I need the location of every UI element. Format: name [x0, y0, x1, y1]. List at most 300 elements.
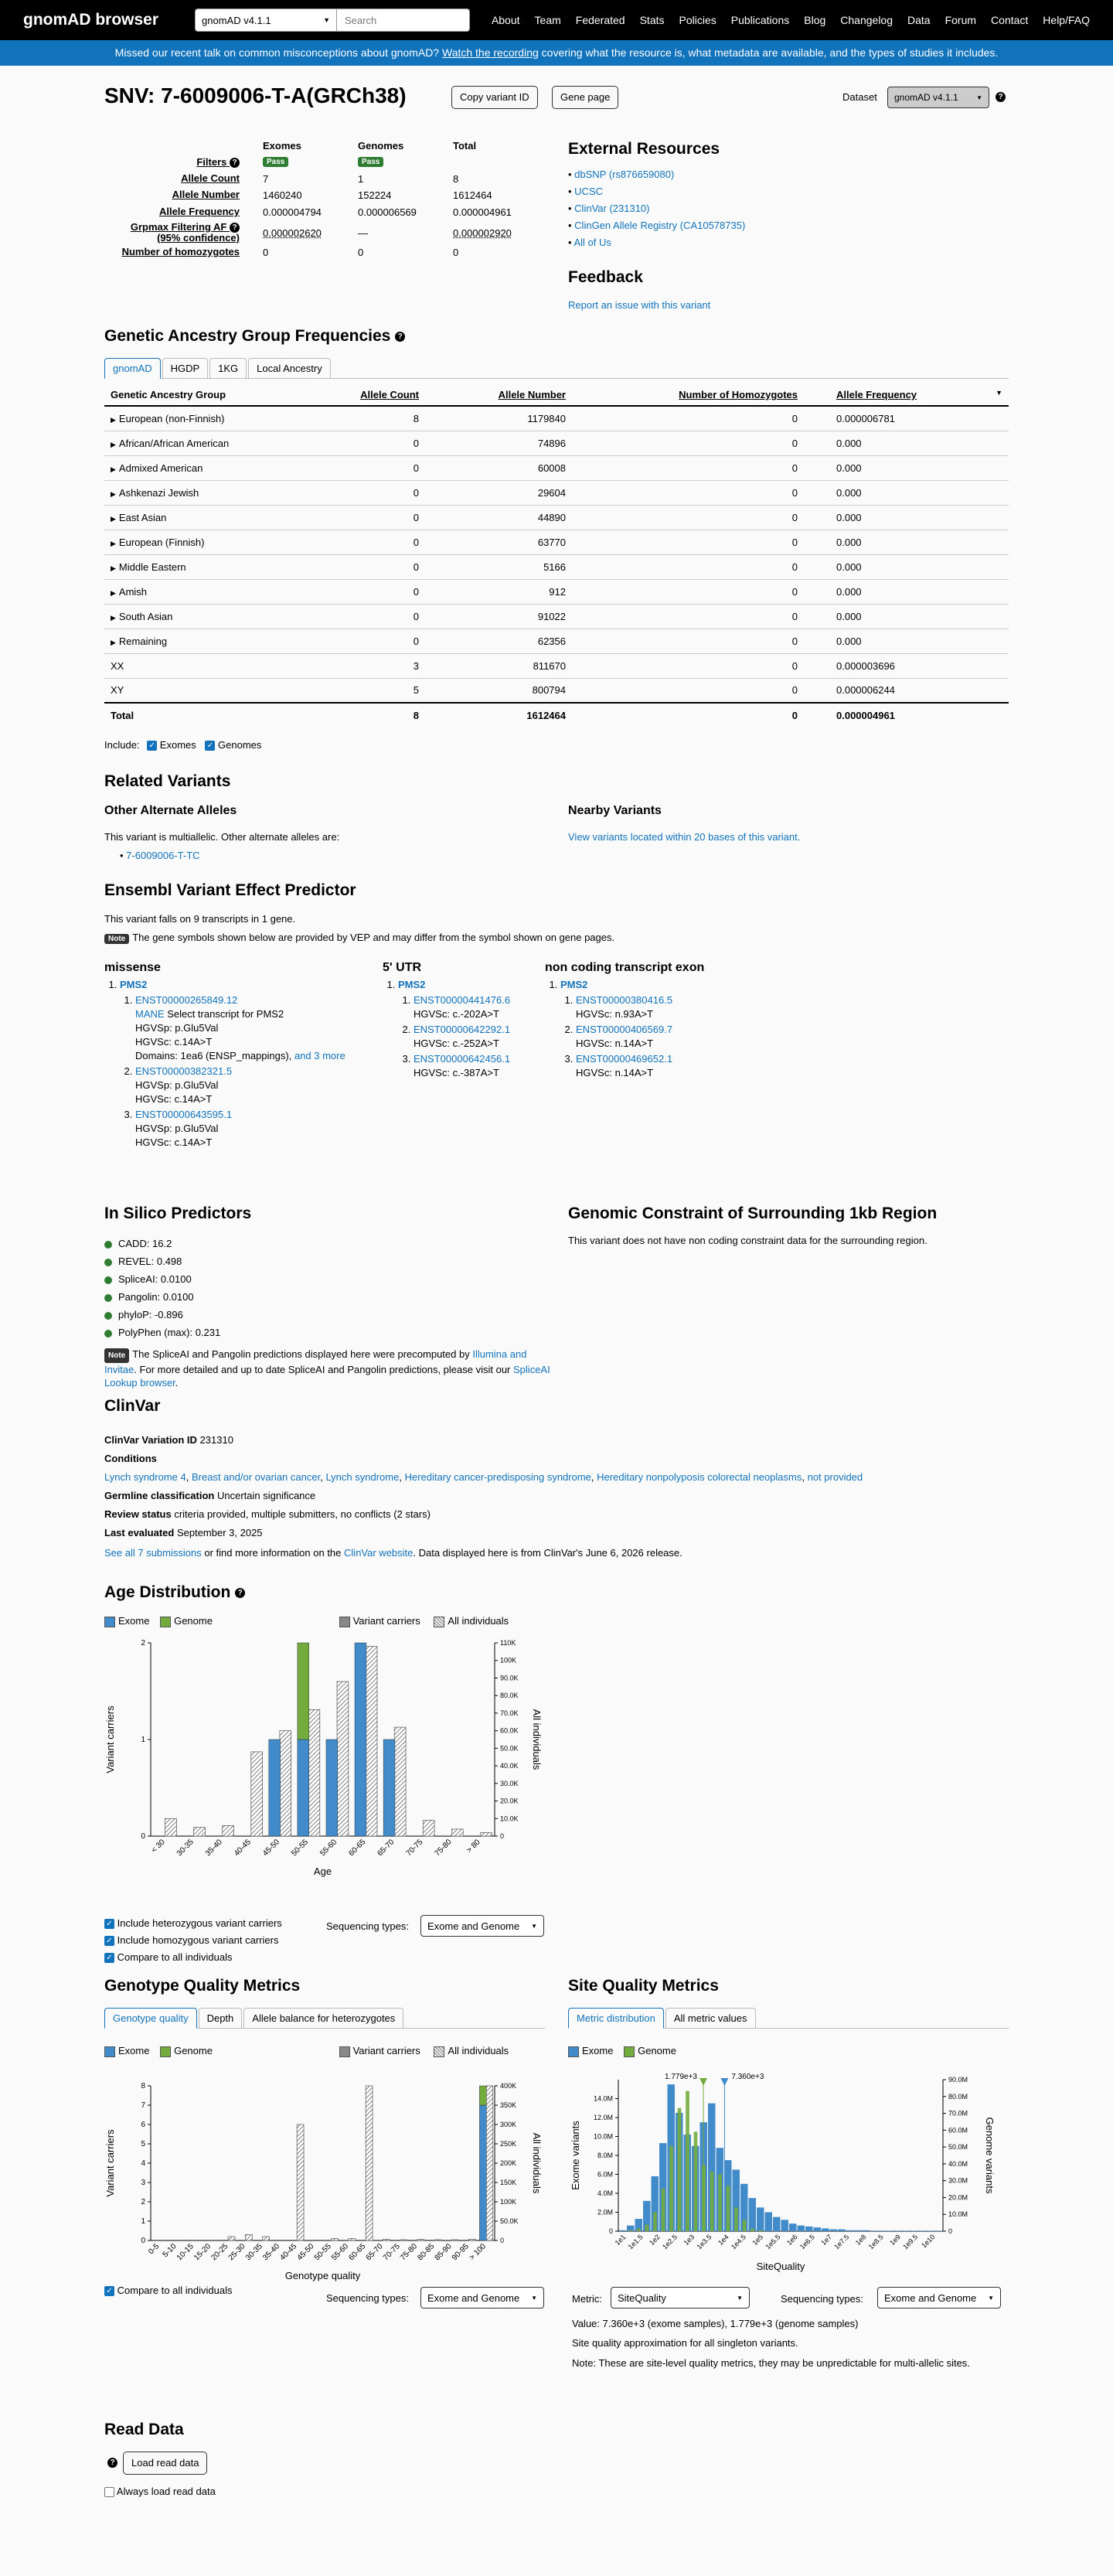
expand-triangle-icon[interactable]: ▶ [111, 588, 116, 597]
table-cell [313, 678, 425, 703]
dataset-select[interactable] [195, 9, 337, 32]
feedback-title: Feedback [568, 268, 643, 286]
genome-bar[interactable] [759, 2230, 763, 2231]
y-tick-label: 2 [141, 1639, 145, 1647]
gene-link-pms2[interactable]: PMS2 [398, 979, 426, 990]
other-allele-item: • 7-6009006-T-TC [120, 850, 200, 861]
transcript-link[interactable]: ENST00000642456.1 [414, 1053, 511, 1065]
genome-bar[interactable] [653, 2213, 657, 2232]
gene-page-button[interactable]: Gene page [552, 86, 618, 109]
th-homozygotes[interactable]: Number of Homozygotes [572, 384, 804, 406]
exome-bar[interactable] [773, 2217, 781, 2231]
tab[interactable]: HGDP [162, 358, 209, 378]
table-cell [313, 579, 425, 604]
cell-text: South Asian [118, 610, 173, 622]
insilico-item [104, 1252, 220, 1270]
see-submissions-link[interactable]: See all 7 submissions [104, 1547, 202, 1559]
copy-variant-id-button[interactable]: Copy variant ID [451, 86, 538, 109]
clinvar-id-row [104, 1434, 233, 1446]
genome-bar[interactable] [734, 2207, 738, 2231]
ancestry-title [104, 327, 405, 346]
y-axis-label: Variant carriers [104, 2129, 116, 2197]
age-seq-type-label: Sequencing types: [326, 1920, 409, 1932]
condition-link[interactable]: Lynch syndrome 4 [104, 1471, 186, 1483]
condition-link[interactable]: not provided [807, 1471, 863, 1483]
transcript-link[interactable]: ENST00000469652.1 [576, 1053, 673, 1065]
genome-bar[interactable] [727, 2186, 730, 2231]
exome-bar[interactable] [879, 2230, 887, 2231]
table-cell [425, 505, 572, 530]
summary-label-text: Allele Count [181, 172, 240, 184]
transcript-link[interactable]: ENST00000382321.5 [135, 1065, 233, 1077]
y2-tick-label: 90.0K [500, 1674, 519, 1682]
table-row[interactable] [104, 480, 1009, 505]
genome-bar[interactable] [751, 2228, 754, 2231]
cell-text: 0 [791, 610, 798, 622]
table-cell [804, 431, 1009, 455]
nav-link[interactable]: Team [534, 14, 561, 26]
x-axis-label: Genotype quality [284, 2270, 361, 2281]
y-tick-label: 1 [141, 1736, 145, 1744]
all-individuals-bar[interactable] [417, 2240, 424, 2241]
y-tick-label: 8 [141, 2082, 145, 2090]
include-label: Include: [104, 739, 140, 751]
logo[interactable]: gnomAD browser [23, 11, 159, 29]
table-row[interactable] [104, 604, 1009, 629]
tab[interactable]: 1KG [209, 358, 247, 378]
dataset-selector[interactable] [887, 87, 989, 108]
table-row[interactable] [104, 579, 1009, 604]
genome-bar[interactable] [678, 2108, 682, 2231]
exome-bar[interactable] [822, 2228, 829, 2231]
nav-link[interactable]: Data [907, 14, 931, 26]
compare-all-checkbox[interactable]: ✓ [104, 1953, 114, 1963]
y2-axis-label: All individuals [531, 2132, 543, 2194]
tab[interactable]: Genotype quality [104, 2008, 197, 2029]
transcript-link[interactable]: ENST00000642292.1 [414, 1024, 511, 1035]
condition-link[interactable]: Lynch syndrome [325, 1471, 400, 1483]
all-individuals-bar[interactable] [251, 1752, 263, 1836]
help-icon[interactable]: ? [230, 158, 240, 168]
exome-bar[interactable] [298, 1739, 309, 1836]
th-allele-number[interactable]: Allele Number [425, 384, 572, 406]
nav-link[interactable]: Contact [991, 14, 1029, 26]
insilico-note-text2: . For more detailed and up to date SpliceAI and Pangolin predictions, please visit our [134, 1364, 511, 1375]
cell-text: 0 [413, 462, 419, 474]
y2-tick-label: 30.0M [948, 2176, 968, 2185]
all-individuals-bar[interactable] [469, 2240, 476, 2241]
age-legend [104, 1615, 509, 1627]
gq-legend [104, 2045, 509, 2057]
all-individuals-bar[interactable] [480, 1832, 492, 1836]
external-link[interactable]: All of Us [574, 237, 611, 248]
table-row[interactable] [104, 629, 1009, 653]
age-seq-type-select[interactable] [420, 1915, 544, 1937]
exome-bar[interactable] [928, 2230, 935, 2231]
age-hom-option [104, 1932, 282, 1949]
carriers-legend-label: Variant carriers [352, 1615, 420, 1627]
expand-triangle-icon[interactable]: ▶ [111, 489, 116, 498]
clinvar-title: ClinVar [104, 1397, 161, 1415]
y2-tick-label: 20.0K [500, 1797, 519, 1805]
transcript-link[interactable]: ENST00000441476.6 [414, 994, 511, 1006]
all-individuals-bar[interactable] [451, 1829, 463, 1836]
all-individuals-bar[interactable] [223, 1825, 234, 1836]
include-genomes-checkbox[interactable]: ✓ [205, 741, 215, 751]
x-tick-label: 0-5 [147, 2242, 162, 2257]
all-individuals-bar[interactable] [297, 2125, 304, 2240]
exome-bar[interactable] [911, 2230, 919, 2231]
all-individuals-bar[interactable] [194, 1828, 206, 1836]
table-row[interactable] [104, 431, 1009, 455]
transcript-link[interactable]: ENST00000265849.12 [135, 994, 238, 1006]
sq-seq-type-select[interactable] [877, 2287, 1001, 2309]
nav-link[interactable]: Forum [945, 14, 977, 26]
sq-seq-type-label: Sequencing types: [781, 2293, 863, 2305]
genome-bar[interactable] [298, 1643, 309, 1739]
cell-text: 0.000004961 [836, 710, 895, 721]
green-dot-icon [104, 1330, 112, 1337]
x-tick-label: 15-20 [192, 2242, 213, 2263]
condition-link[interactable]: Hereditary nonpolyposis colorectal neoplasms [597, 1471, 802, 1483]
insilico-note-end: . [175, 1377, 179, 1389]
cell-text: 5166 [543, 561, 566, 573]
cell-text: 0 [413, 511, 419, 523]
genome-bar[interactable] [479, 2086, 486, 2105]
genome-bar[interactable] [645, 2224, 649, 2231]
load-read-data-button[interactable]: Load read data [123, 2452, 207, 2475]
exome-bar[interactable] [935, 2230, 943, 2231]
genome-bar[interactable] [629, 2230, 633, 2231]
genome-bar[interactable] [702, 2165, 706, 2231]
germline-label: Germline classification [104, 1490, 215, 1501]
all-individuals-bar[interactable] [228, 2237, 235, 2240]
table-row[interactable] [104, 406, 1009, 431]
y-tick-label: 0 [608, 2227, 613, 2235]
exome-bar[interactable] [887, 2230, 894, 2231]
exome-bar[interactable] [789, 2223, 797, 2231]
th-group[interactable]: Genetic Ancestry Group [104, 384, 313, 406]
mane-link[interactable]: MANE [135, 1008, 165, 1020]
search-input[interactable]: Search [337, 9, 470, 32]
external-link[interactable]: ClinGen Allele Registry (CA10578735) [574, 220, 746, 231]
expand-triangle-icon[interactable]: ▶ [111, 638, 116, 646]
x-tick-label: 1e1 [613, 2233, 628, 2247]
condition-link[interactable]: Breast and/or ovarian cancer [191, 1471, 321, 1483]
table-row[interactable] [104, 505, 1009, 530]
genome-bar[interactable] [662, 2189, 665, 2231]
help-icon[interactable]: ? [107, 2458, 117, 2468]
summary-label-sub: (95% confidence) [157, 232, 240, 244]
table-cell [425, 406, 572, 431]
always-load-option [104, 2486, 216, 2497]
genome-bar[interactable] [710, 2172, 714, 2231]
transcript-link[interactable]: ENST00000643595.1 [135, 1109, 233, 1120]
include-exomes-checkbox[interactable]: ✓ [147, 741, 157, 751]
table-cell [425, 480, 572, 505]
tab[interactable]: All metric values [665, 2008, 756, 2028]
table-cell [425, 629, 572, 653]
nav-link[interactable]: Federated [575, 14, 625, 26]
hom-carriers-checkbox[interactable]: ✓ [104, 1936, 114, 1946]
y-tick-label: 0 [141, 1832, 145, 1841]
value-marker-arrow-icon [720, 2078, 728, 2086]
all-individuals-bar[interactable] [280, 1731, 291, 1836]
gene-link-pms2[interactable]: PMS2 [120, 979, 148, 990]
th-allele-frequency[interactable] [804, 384, 1009, 406]
x-tick-label: 1e2 [648, 2233, 662, 2247]
all-individuals-bar[interactable] [423, 1821, 434, 1836]
th-allele-frequency-text: Allele Frequency [836, 389, 917, 400]
exome-bar[interactable] [863, 2230, 870, 2231]
insilico-value: PolyPhen (max): 0.231 [118, 1327, 221, 1338]
all-individuals-bar[interactable] [366, 1647, 377, 1836]
table-row[interactable] [104, 678, 1009, 703]
exome-bar[interactable] [838, 2230, 846, 2231]
table-cell [572, 406, 804, 431]
exome-bar[interactable] [798, 2226, 805, 2231]
spliceai-lookup-link[interactable]: SpliceAI Lookup browser [104, 1364, 550, 1389]
transcript-link[interactable]: ENST00000406569.7 [576, 1024, 673, 1035]
exome-bar[interactable] [903, 2230, 910, 2231]
metric-label: Metric: [572, 2293, 602, 2305]
expand-triangle-icon[interactable]: ▶ [111, 465, 116, 473]
y-tick-label: 4.0M [597, 2189, 613, 2197]
exome-legend-label: Exome [118, 2045, 150, 2056]
utr-gene-list [383, 978, 537, 1082]
x-tick-label: 75-80 [399, 2242, 419, 2263]
gene-link-pms2[interactable]: PMS2 [560, 979, 588, 990]
gq-compare-option [104, 2285, 232, 2296]
cell-text: 0 [413, 610, 419, 622]
cell-text: 0.000006781 [836, 412, 895, 424]
exome-bar[interactable] [757, 2207, 764, 2231]
table-cell [425, 455, 572, 480]
y-tick-label: 5 [141, 2140, 145, 2148]
all-individuals-bar[interactable] [383, 2240, 390, 2241]
expand-triangle-icon[interactable]: ▶ [111, 514, 116, 523]
exome-bar[interactable] [846, 2230, 854, 2231]
table-row[interactable] [104, 554, 1009, 579]
all-individuals-bar[interactable] [308, 1709, 320, 1836]
constraint-title: Genomic Constraint of Surrounding 1kb Region [568, 1205, 938, 1222]
x-tick-label: 1e2.5 [661, 2233, 679, 2251]
genome-bar[interactable] [637, 2228, 641, 2231]
evaluated-label: Last evaluated [104, 1527, 175, 1538]
exome-bar[interactable] [326, 1739, 338, 1836]
y-tick-label: 4 [141, 2159, 145, 2168]
genome-bar[interactable] [686, 2091, 689, 2231]
metric-select[interactable] [611, 2287, 750, 2309]
hgvsp: HGVSp: p.Glu5Val [135, 1079, 219, 1091]
insilico-value: SpliceAI: 0.0100 [118, 1273, 192, 1285]
green-dot-icon [104, 1276, 112, 1284]
dataset-select-value: gnomAD v4.1.1 [202, 14, 271, 26]
transcript-link[interactable]: ENST00000380416.5 [576, 994, 673, 1006]
exome-bar[interactable] [269, 1739, 281, 1836]
x-tick-label: 1e4 [716, 2233, 730, 2247]
more-domains-link[interactable]: and 3 more [294, 1050, 345, 1061]
cell-text: 0 [413, 536, 419, 548]
nav-link[interactable]: About [491, 14, 520, 26]
nav-link[interactable]: Blog [804, 14, 826, 26]
exome-bar[interactable] [479, 2105, 486, 2240]
vep-note [104, 932, 614, 944]
y2-tick-label: 10.0K [500, 1814, 519, 1823]
genome-bar[interactable] [669, 2146, 673, 2231]
gq-tabs [104, 2008, 545, 2029]
th-allele-count[interactable]: Allele Count [313, 384, 425, 406]
genome-bar[interactable] [743, 2220, 747, 2231]
all-individuals-bar[interactable] [245, 2235, 252, 2241]
all-individuals-bar[interactable] [366, 2086, 373, 2240]
table-cell [425, 554, 572, 579]
external-link[interactable]: ClinVar (231310) [574, 203, 650, 214]
all-individuals-bar[interactable] [337, 1682, 349, 1836]
all-individuals-bar[interactable] [263, 2237, 270, 2240]
summary-cell: 7 [263, 173, 269, 185]
nav-link[interactable]: Changelog [840, 14, 893, 26]
tab[interactable]: Local Ancestry [248, 358, 331, 378]
cell-text: 0 [791, 585, 798, 598]
report-issue-link[interactable]: Report an issue with this variant [568, 299, 711, 311]
other-allele-link[interactable]: 7-6009006-T-TC [126, 850, 200, 861]
help-icon[interactable]: ? [235, 1588, 245, 1598]
table-row[interactable] [104, 653, 1009, 678]
all-individuals-bar[interactable] [394, 1727, 406, 1836]
nav-link[interactable]: Policies [679, 14, 716, 26]
summary-label-text: Allele Number [172, 189, 240, 200]
gq-compare-checkbox[interactable]: ✓ [104, 2286, 114, 2296]
exome-bar[interactable] [781, 2220, 789, 2231]
all-individuals-bar[interactable] [332, 2239, 339, 2241]
x-tick-label: 5-10 [161, 2242, 179, 2260]
exome-bar[interactable] [749, 2198, 757, 2231]
exome-bar[interactable] [805, 2227, 813, 2231]
exome-bar[interactable] [619, 2230, 627, 2231]
x-tick-label: 35-40 [261, 2242, 281, 2263]
nearby-variants-link[interactable]: View variants located within 20 bases of this variant. [568, 831, 801, 843]
cell-text: 8 [413, 710, 419, 721]
nearby-variants-title: Nearby Variants [568, 804, 662, 817]
separator: , [802, 1471, 808, 1483]
expand-triangle-icon[interactable]: ▶ [111, 539, 116, 547]
all-individuals-bar[interactable] [349, 2239, 356, 2241]
exomes-pass-badge: Pass [263, 157, 288, 167]
domains: Domains: 1ea6 (ENSP_mappings), [135, 1050, 292, 1061]
cell-text: European (Finnish) [118, 536, 205, 548]
gq-seq-type-select[interactable] [420, 2287, 544, 2309]
genome-bar[interactable] [718, 2175, 722, 2232]
y2-tick-label: 60.0K [500, 1726, 519, 1735]
tab[interactable]: Metric distribution [568, 2008, 664, 2029]
exome-bar[interactable] [895, 2230, 903, 2231]
genome-bar[interactable] [694, 2131, 698, 2231]
transcript-item [135, 1108, 367, 1150]
compare-all-label: Compare to all individuals [117, 1951, 233, 1963]
exome-bar[interactable] [765, 2213, 773, 2232]
insilico-value: CADD: 16.2 [118, 1238, 172, 1249]
help-icon[interactable]: ? [395, 332, 405, 342]
summary-cell: 1460240 [263, 189, 302, 201]
x-tick-label: 1e1.5 [626, 2233, 645, 2251]
cell-text: African/African American [118, 437, 230, 449]
external-link[interactable]: dbSNP (rs876659080) [574, 169, 675, 180]
external-resources-title: External Resources [568, 140, 720, 158]
exome-bar[interactable] [854, 2230, 862, 2231]
exome-bar[interactable] [383, 1739, 395, 1836]
always-load-checkbox[interactable] [104, 2487, 114, 2497]
illumina-link[interactable]: Illumina and Invitae [104, 1348, 527, 1375]
table-cell [313, 406, 425, 431]
utr-gene-item [398, 978, 537, 1080]
table-cell [572, 579, 804, 604]
tab[interactable]: Depth [199, 2008, 243, 2028]
nav-link[interactable]: Publications [730, 14, 790, 26]
cell-text: 0 [791, 684, 798, 697]
expand-triangle-icon[interactable]: ▶ [111, 415, 116, 424]
y2-tick-label: 60.0M [948, 2126, 968, 2135]
exome-bar[interactable] [355, 1643, 366, 1836]
table-cell [313, 480, 425, 505]
summary-cell: — [358, 227, 368, 239]
all-individuals-bar[interactable] [165, 1818, 177, 1836]
x-tick-label: 55-60 [318, 1838, 339, 1859]
clinvar-website-link[interactable]: ClinVar website [344, 1547, 414, 1559]
tab[interactable]: Allele balance for heterozygotes [243, 2008, 403, 2028]
expand-triangle-icon[interactable]: ▶ [111, 440, 116, 448]
transcript-item [414, 993, 537, 1021]
y2-tick-label: 200K [500, 2159, 517, 2167]
age-compare-option [104, 1949, 282, 1966]
banner-link[interactable]: Watch the recording [442, 46, 539, 59]
het-carriers-checkbox[interactable]: ✓ [104, 1919, 114, 1929]
exome-bar[interactable] [870, 2230, 878, 2231]
exome-bar[interactable] [830, 2230, 838, 2231]
cell-text: 8 [413, 412, 419, 424]
x-tick-label: 65-70 [376, 1838, 397, 1859]
all-individuals-bar[interactable] [486, 2086, 493, 2240]
tab[interactable]: gnomAD [104, 358, 161, 379]
sq-note-text: Note: These are site-level quality metrics, they may be unpredictable for multi-allelic sites. [572, 2357, 970, 2369]
exome-bar[interactable] [814, 2227, 822, 2231]
note-badge: Note [104, 1348, 129, 1363]
help-icon[interactable]: ? [230, 223, 240, 233]
expand-triangle-icon[interactable]: ▶ [111, 613, 116, 622]
col-exomes: Exomes [263, 140, 301, 152]
x-tick-label: 1e8 [853, 2233, 868, 2247]
cell-text: 0 [791, 536, 798, 548]
external-link[interactable]: UCSC [574, 186, 604, 197]
table-row[interactable] [104, 455, 1009, 480]
nav-link[interactable]: Stats [639, 14, 665, 26]
nav-link[interactable]: Help/FAQ [1043, 14, 1090, 26]
expand-triangle-icon[interactable]: ▶ [111, 564, 116, 572]
cell-text: 0 [791, 511, 798, 523]
caret-down-icon: ▼ [988, 2294, 994, 2302]
transcript-item [135, 993, 367, 1063]
other-alleles-title: Other Alternate Alleles [104, 804, 237, 817]
cell-text: Middle Eastern [118, 561, 186, 573]
cell-text: 811670 [533, 659, 566, 672]
x-axis-label: Age [313, 1866, 332, 1877]
y2-tick-label: 50.0M [948, 2143, 968, 2152]
exome-bar[interactable] [919, 2230, 927, 2231]
table-row[interactable] [104, 530, 1009, 554]
condition-link[interactable]: Hereditary cancer-predisposing syndrome [404, 1471, 591, 1483]
cell-text: 63770 [537, 536, 566, 548]
help-icon[interactable]: ? [996, 92, 1006, 102]
